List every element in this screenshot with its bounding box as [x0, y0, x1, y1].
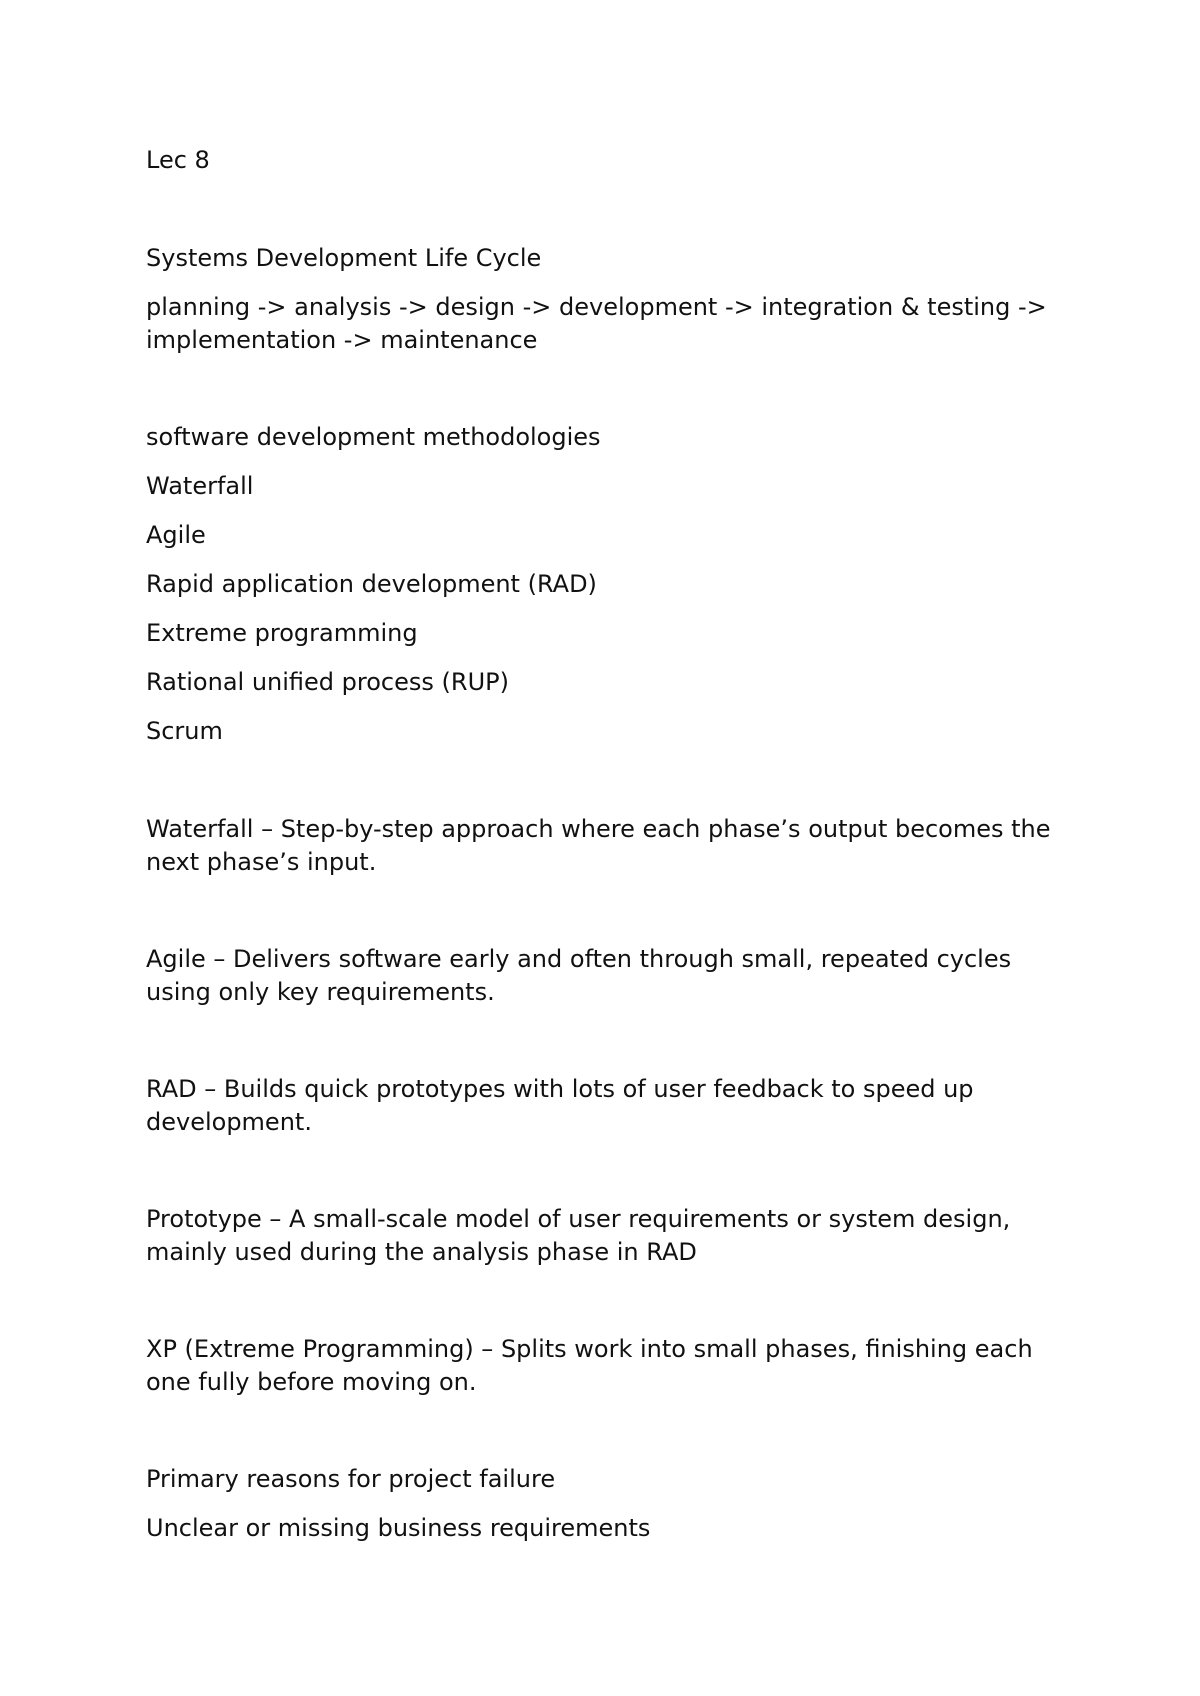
- definition-prototype: Prototype – A small-scale model of user requirements or system design, mainly used during the analysis phase in RAD: [146, 1205, 1011, 1266]
- sdlc-phases: planning -> analysis -> design -> development -> integration & testing -> implementation -> maintenance: [146, 293, 1047, 354]
- methodology-item: Scrum: [146, 717, 223, 745]
- definition-xp: XP (Extreme Programming) – Splits work into small phases, finishing each one fully before moving on.: [146, 1335, 1033, 1396]
- failure-item: Unclear or missing business requirements: [146, 1514, 651, 1542]
- sdlc-heading: Systems Development Life Cycle: [146, 244, 542, 272]
- failure-heading: Primary reasons for project failure: [146, 1465, 556, 1493]
- methodologies-heading: software development methodologies: [146, 423, 601, 451]
- definition-rad: RAD – Builds quick prototypes with lots of user feedback to speed up development.: [146, 1075, 974, 1136]
- methodology-item: Waterfall: [146, 472, 254, 500]
- methodology-item: Extreme programming: [146, 619, 418, 647]
- definition-agile: Agile – Delivers software early and often through small, repeated cycles using only key requirements.: [146, 945, 1012, 1006]
- lecture-title: Lec 8: [146, 146, 210, 174]
- methodology-item: Rational unified process (RUP): [146, 668, 509, 696]
- methodology-item: Agile: [146, 521, 206, 549]
- methodology-item: Rapid application development (RAD): [146, 570, 597, 598]
- definition-waterfall: Waterfall – Step-by-step approach where each phase’s output becomes the next phase’s input.: [146, 815, 1051, 876]
